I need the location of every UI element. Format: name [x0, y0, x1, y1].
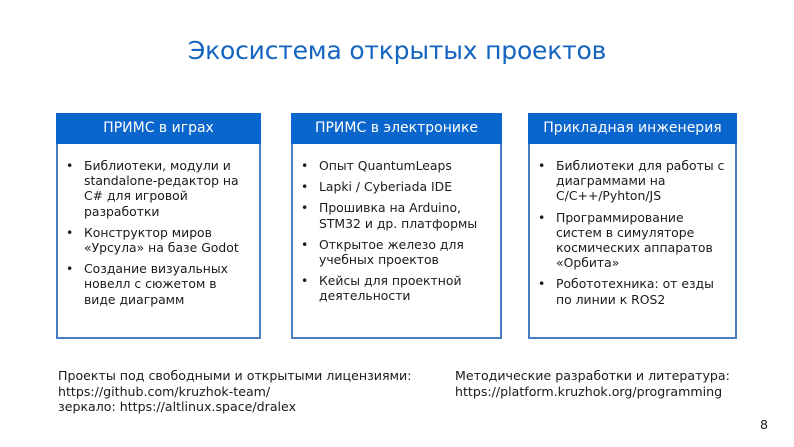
github-link[interactable]: https://github.com/kruzhok-team/ [58, 383, 271, 399]
footer-licenses [58, 368, 411, 415]
page-number: 8 [759, 417, 768, 432]
box-header: ПРИМС в играх [56, 113, 261, 144]
list-item: • Lapki / Cyberiada IDE [319, 179, 492, 194]
box-electronics [291, 113, 502, 339]
bullet-list [58, 144, 259, 307]
footer-text: Проекты под свободными и открытыми лицензиями: [58, 368, 412, 383]
list-item: • Библиотеки для работы с диаграммами на C/C++/Pyhton/JS [556, 158, 727, 204]
list-item: • Прошивка на Arduino, STM32 и др. платформы [319, 200, 492, 230]
list-item: • Опыт QuantumLeaps [319, 158, 492, 173]
platform-link[interactable]: https://platform.kruzhok.org/programming [455, 383, 723, 399]
box-engineering [528, 113, 737, 339]
list-item: • Библиотеки, модули и standalone-редактор на C# для игровой разработки [84, 158, 251, 219]
footer-text: Методические разработки и литература: [455, 368, 730, 383]
box-header: ПРИМС в электронике [291, 113, 502, 144]
slide-title: Экосистема открытых проектов [187, 36, 607, 65]
box-games [56, 113, 261, 339]
bullet-list [530, 144, 735, 307]
list-item: • Программирование систем в симуляторе космических аппаратов «Орбита» [556, 210, 727, 271]
list-item: • Создание визуальных новелл с сюжетом в виде диаграмм [84, 261, 251, 307]
mirror-link[interactable]: зеркало: https://altlinux.space/dralex [58, 399, 297, 414]
list-item: • Конструктор миров «Урсула» на базе Godot [84, 225, 251, 255]
list-item: • Кейсы для проектной деятельности [319, 273, 492, 303]
bullet-list [293, 144, 500, 304]
list-item: • Открытое железо для учебных проектов [319, 237, 492, 267]
box-header: Прикладная инженерия [528, 113, 737, 144]
footer-methods [455, 368, 730, 399]
list-item: • Робототехника: от езды по линии к ROS2 [556, 276, 727, 306]
